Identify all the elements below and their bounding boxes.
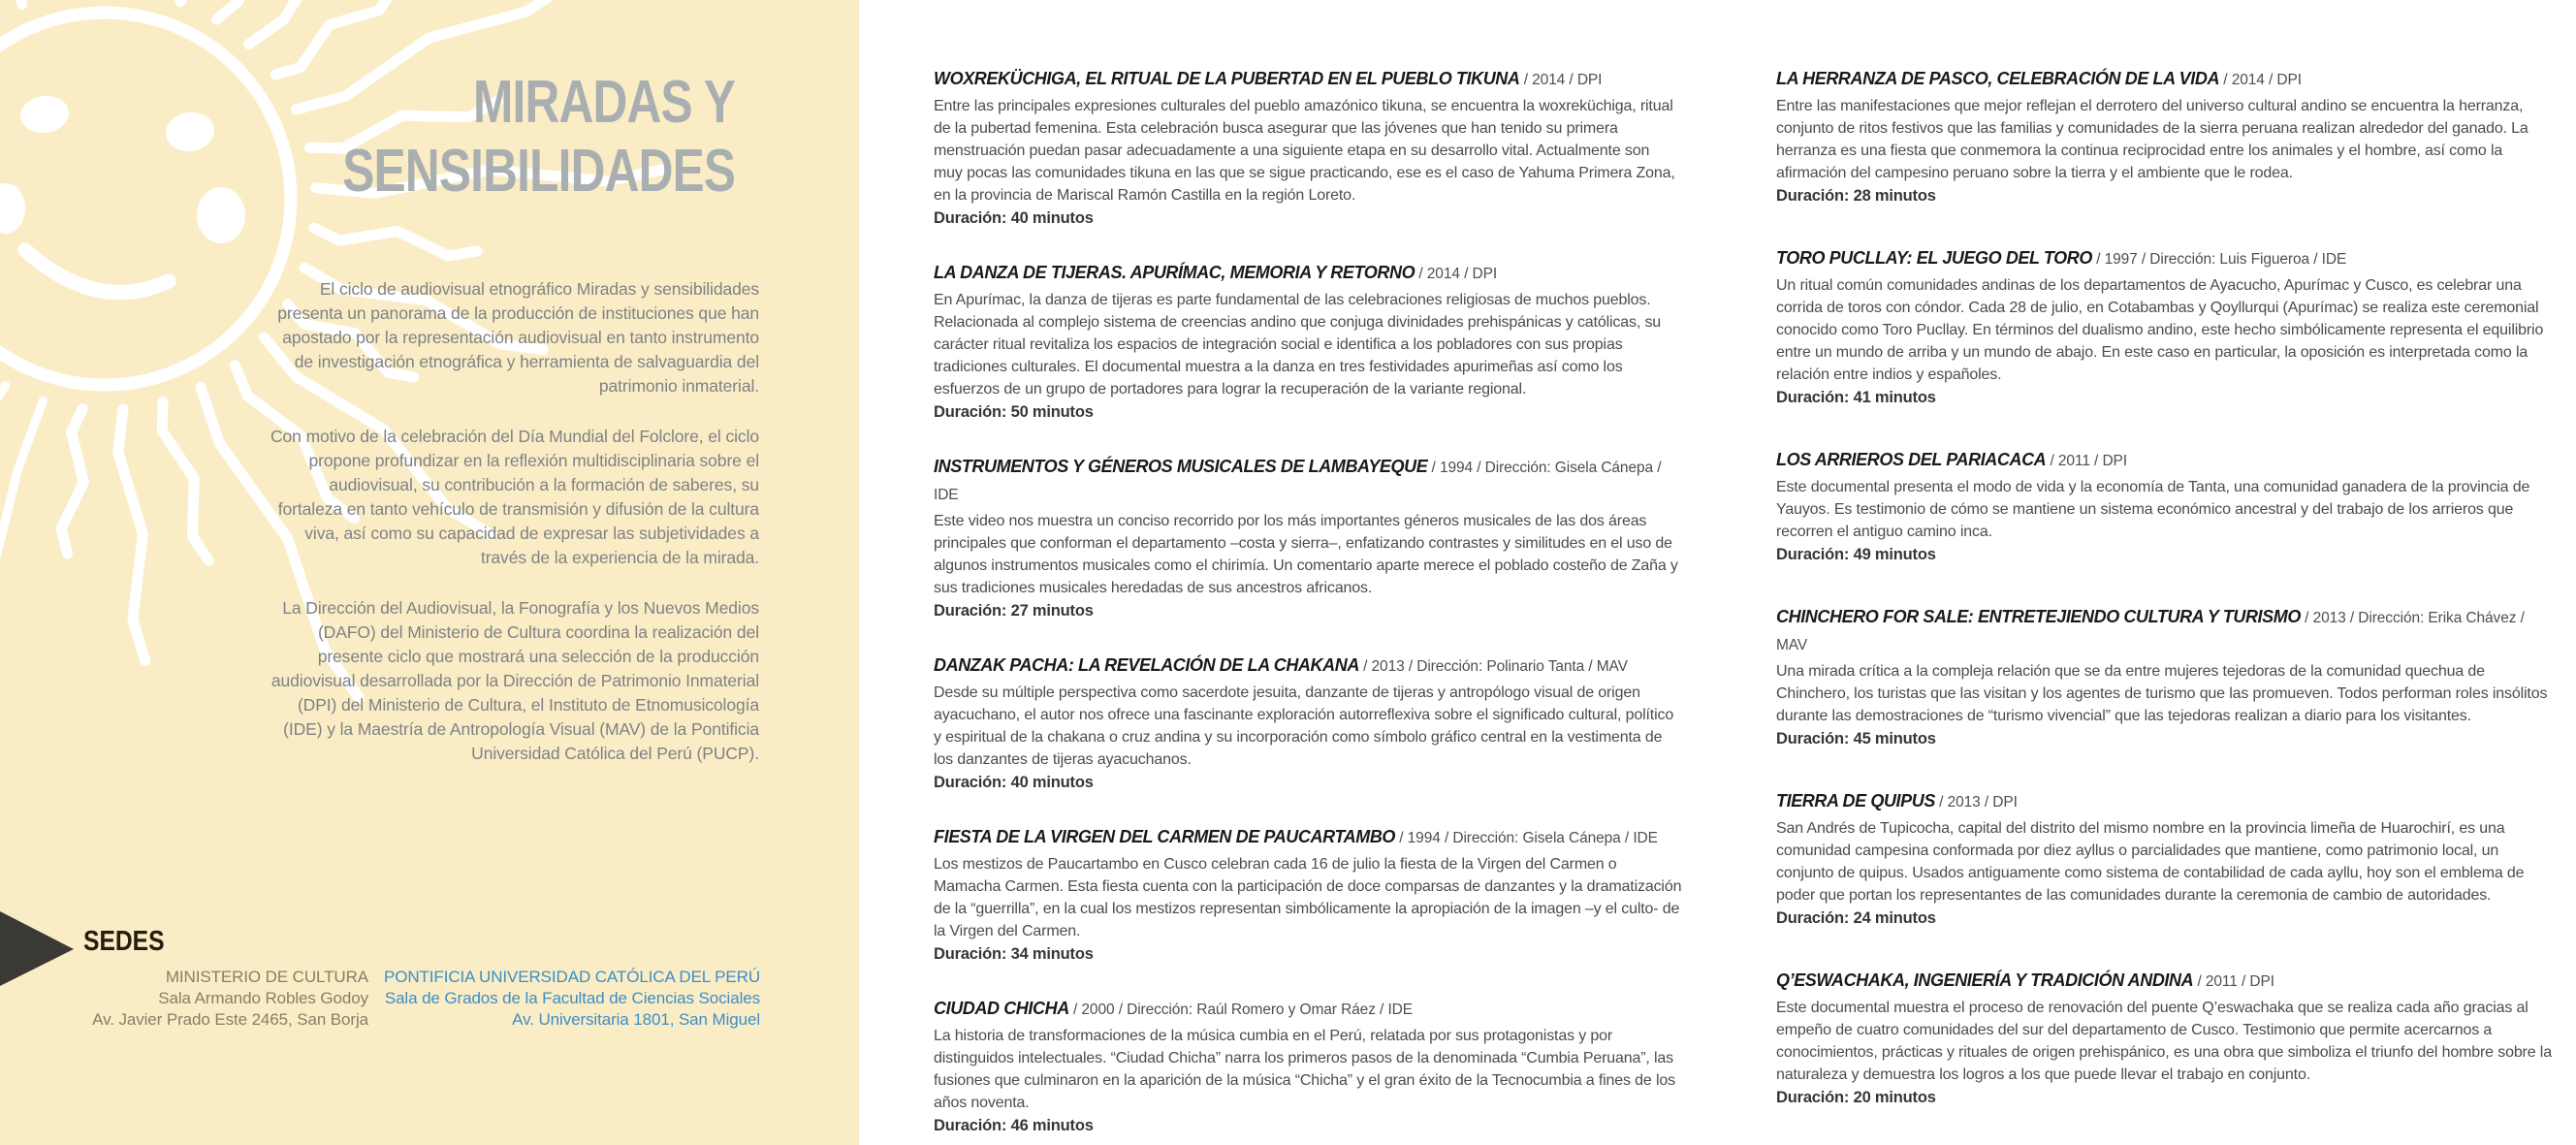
film-duration: Duración: 20 minutos <box>1776 1089 1936 1106</box>
page-title-line2: SENSIBILIDADES <box>342 138 735 205</box>
film-entry <box>934 260 1682 424</box>
venue-address: Av. Universitaria 1801, San Miguel <box>512 1010 760 1029</box>
film-title: LOS ARRIEROS DEL PARIACACA <box>1776 450 2047 469</box>
sedes-heading: SEDES <box>83 926 165 957</box>
film-duration: Duración: 34 minutos <box>934 945 1094 963</box>
film-synopsis: Una mirada crítica a la compleja relación que se da entre mujeres tejedoras de la comunidad quechua de Chinchero, los turistas que las visitan y los agentes de turismo que las promueven. Todos performan roles insólitos durante las demostraciones de “turismo vivencial” que las tejedoras realizan a diario para los visitantes. <box>1776 663 2548 724</box>
film-synopsis: San Andrés de Tupicocha, capital del distrito del mismo nombre en la provincia limeña de Huarochirí, es una comunidad campesina conformada por diez ayllus o parcialidades que mantiene, como patrimonio local, un conjunto de quipus. Usados antiguamente como sistema de contabilidad de cada ayllu, hoy son el emblema de poder que portan los representantes de las comunidades durante la ceremonia de cambio de autoridades. <box>1776 820 2525 904</box>
film-synopsis: Entre las principales expresiones culturales del pueblo amazónico tikuna, se encuentra la woxreküchiga, ritual de la pubertad femenina. Esta celebración busca asegurar que las jóvenes que han tenido su primera menstruación puedan pasar adecuadamente a una siguiente etapa en su desarrollo vital. Actualmente son muy pocas las comunidades tikuna en las que se sigue practicando, ese es el caso de Yahuma Primera Zona, en la provincia de Mariscal Ramón Castilla en la región Loreto. <box>934 98 1675 204</box>
cover-panel <box>0 0 859 1145</box>
film-entry <box>934 996 1682 1137</box>
film-title: Q’ESWACHAKA, INGENIERÍA Y TRADICIÓN ANDINA <box>1776 970 2194 990</box>
venue-pucp <box>384 967 760 1031</box>
film-duration: Duración: 46 minutos <box>934 1117 1094 1134</box>
arrow-right-icon <box>0 911 74 986</box>
film-duration: Duración: 24 minutos <box>1776 909 1936 927</box>
venue-room: Sala de Grados de la Facultad de Ciencias Sociales <box>384 989 760 1007</box>
film-meta: / 2013 / DPI <box>1934 794 2018 811</box>
venue-name: PONTIFICIA UNIVERSIDAD CATÓLICA DEL PERÚ <box>383 968 760 986</box>
film-synopsis: En Apurímac, la danza de tijeras es parte fundamental de las celebraciones religiosas de muchos pueblos. Relacionada al complejo sistema de creencias andino que conjuga divinidades prehispánicas y católicas, su carácter ritual revitaliza los espacios de integración social e identifica a los pobladores con sus propias tradiciones culturales. El documental muestra a la danza en tres festividades apurimeñas así como los esfuerzos de un grupo de portadores para lograr la recuperación de la variante regional. <box>934 292 1662 398</box>
film-synopsis: Este documental presenta el modo de vida y la economía de Tanta, una comunidad ganadera de la provincia de Yauyos. Es testimonio de cómo se mantiene un sistema económico ancestral y del trabajo de los arrieros que recorren el antiguo camino inca. <box>1776 479 2530 540</box>
film-meta: / 2011 / DPI <box>2046 453 2128 469</box>
venue-address: Av. Javier Prado Este 2465, San Borja <box>92 1010 368 1029</box>
film-duration: Duración: 49 minutos <box>1776 546 1936 563</box>
film-entry <box>1776 245 2558 409</box>
film-entry <box>1776 788 2558 930</box>
film-title-line <box>934 454 1682 508</box>
film-entry <box>934 824 1682 966</box>
film-duration: Duración: 45 minutos <box>1776 730 1936 747</box>
film-column-left <box>934 66 1682 1145</box>
film-title: CIUDAD CHICHA <box>934 999 1069 1018</box>
film-synopsis: Los mestizos de Paucartambo en Cusco celebran cada 16 de julio la fiesta de la Virgen del Carmen o Mamacha Carmen. Esta fiesta cuenta con la participación de doce comparsas de danzantes y la dramatización de la “guerrilla”, en la cual los mestizos representan simbólicamente la apropiación de la imagen –y el culto- de la Virgen del Carmen. <box>934 856 1682 939</box>
film-title: TORO PUCLLAY: EL JUEGO DEL TORO <box>1776 248 2092 268</box>
film-entry <box>1776 968 2558 1109</box>
film-title-line <box>1776 604 2558 658</box>
film-title-line <box>934 996 1682 1023</box>
venue-room: Sala Armando Robles Godoy <box>158 989 368 1007</box>
film-entry <box>934 652 1682 794</box>
film-synopsis: La historia de transformaciones de la música cumbia en el Perú, relatada por sus protagonistas y por distinguidos intelectuales. “Ciudad Chicha” narra los primeros pasos de la denominada “Cumbia Peruana”, las fusiones que culminaron en la aparición de la música “Chicha” y el gran éxito de la Tecnocumbia a fines de los años noventa. <box>934 1028 1675 1111</box>
film-entry <box>934 66 1682 230</box>
venue-ministerio-cultura <box>92 967 368 1031</box>
page-title <box>342 68 735 206</box>
film-duration: Duración: 50 minutos <box>934 403 1094 421</box>
film-meta: / 2013 / Dirección: Polinario Tanta / MAV <box>1358 658 1628 675</box>
film-entry <box>1776 604 2558 750</box>
film-meta: / 2011 / DPI <box>2193 973 2274 990</box>
film-column-right <box>1776 66 2558 1145</box>
intro-paragraph: El ciclo de audiovisual etnográfico Miradas y sensibilidades presenta un panorama de la producción de instituciones que han apostado por la representación audiovisual en tanto instrumento de investigación etnográfica y herramienta de salvaguardia del patrimonio inmaterial. <box>277 279 759 396</box>
film-title: DANZAK PACHA: LA REVELACIÓN DE LA CHAKANA <box>934 655 1359 675</box>
intro-paragraph: Con motivo de la celebración del Día Mundial del Folclore, el ciclo propone profundizar en la reflexión multidisciplinaria sobre el audiovisual, su contribución a la formación de saberes, su fortaleza en tanto vehículo de transmisión y difusión de la cultura viva, así como su capacidad de expresar las subjetividades a través de la experiencia de la mirada. <box>270 427 759 567</box>
venue-name: MINISTERIO DE CULTURA <box>165 968 368 986</box>
film-meta: / 2014 / DPI <box>1519 72 1603 88</box>
film-title-line <box>1776 788 2558 815</box>
film-synopsis: Desde su múltiple perspectiva como sacerdote jesuita, danzante de tijeras y antropólogo visual de origen ayacuchano, el autor nos ofrece una fascinante exploración autorreflexiva sobre el significado cultural, político y espiritual de la chakana o cruz andina y su incorporación como símbolo gráfico central en la vestimenta de los danzantes de tijeras ayacuchanos. <box>934 684 1674 768</box>
film-title: INSTRUMENTOS Y GÉNEROS MUSICALES DE LAMBAYEQUE <box>934 457 1428 476</box>
film-title: CHINCHERO FOR SALE: ENTRETEJIENDO CULTURA Y TURISMO <box>1776 607 2301 626</box>
film-title-line <box>934 260 1682 287</box>
film-synopsis: Entre las manifestaciones que mejor reflejan el derrotero del universo cultural andino se encuentra la herranza, conjunto de ritos festivos que las familias y comunidades de la sierra peruana realizan alrededor del ganado. La herranza es una fiesta que conmemora la continua reciprocidad entre los animales y el hombre, así como la afirmación del campesino peruano sobre la tierra y el ambiente que le rodea. <box>1776 98 2528 181</box>
film-entry <box>1776 66 2558 207</box>
film-duration: Duración: 28 minutos <box>1776 187 1936 205</box>
film-synopsis: Este video nos muestra un conciso recorrido por los más importantes géneros musicales de las dos áreas principales que conforman el departamento –costa y sierra–, enfatizando contrastes y similitudes en el uso de algunos instrumentos musicales como el chirimía. Un comentario aparte merece el poblado costeño de Zaña y sus tradiciones musicales heredadas de sus ancestros africanos. <box>934 513 1678 596</box>
film-meta: / 1994 / Dirección: Gisela Cánepa / IDE <box>934 460 1662 503</box>
film-title-line <box>1776 447 2558 474</box>
film-meta: / 2014 / DPI <box>1415 266 1498 282</box>
film-duration: Duración: 27 minutos <box>934 602 1094 620</box>
film-title: LA DANZA DE TIJERAS. APURÍMAC, MEMORIA Y RETORNO <box>934 263 1415 282</box>
film-title: FIESTA DE LA VIRGEN DEL CARMEN DE PAUCARTAMBO <box>934 827 1396 846</box>
film-title: TIERRA DE QUIPUS <box>1776 791 1935 811</box>
intro-text <box>270 277 759 792</box>
film-synopsis: Este documental muestra el proceso de renovación del puente Q’eswachaka que se realiza cada año gracias al empeño de cuatro comunidades del sur del departamento de Cusco. Testimonio que permite acercarnos a conocimientos, prácticas y rituales de origen prehispánico, es una obra que simboliza el triunfo del hombre sobre la naturaleza y demuestra los logros a los que puede llevar el trabajo en conjunto. <box>1776 1000 2552 1083</box>
film-title-line <box>1776 968 2558 995</box>
page-title-line1: MIRADAS Y <box>472 69 735 136</box>
film-meta: / 1994 / Dirección: Gisela Cánepa / IDE <box>1395 830 1658 846</box>
film-title-line <box>934 66 1682 93</box>
film-meta: / 2000 / Dirección: Raúl Romero y Omar Ráez / IDE <box>1068 1002 1414 1018</box>
film-entry <box>1776 447 2558 566</box>
film-entry <box>934 454 1682 622</box>
film-title: LA HERRANZA DE PASCO, CELEBRACIÓN DE LA VIDA <box>1776 69 2220 88</box>
film-title-line <box>934 652 1682 680</box>
film-meta: / 2014 / DPI <box>2219 72 2302 88</box>
film-title-line <box>1776 245 2558 272</box>
film-title: WOXREKÜCHIGA, EL RITUAL DE LA PUBERTAD EN EL PUEBLO TIKUNA <box>934 69 1520 88</box>
film-duration: Duración: 40 minutos <box>934 209 1094 227</box>
film-title-line <box>934 824 1682 851</box>
film-synopsis: Un ritual común comunidades andinas de los departamentos de Ayacucho, Apurímac y Cusco, es celebrar una corrida de toros con cóndor. Cada 28 de julio, en Cotabambas y Qoyllurqui (Apurímac) se realiza este ceremonial conocido como Toro Pucllay. En términos del dualismo andino, este hecho simbólicamente representa el equilibrio entre un mundo de arriba y un mundo de abajo. En este caso en particular, la oposición es interpretada como la relación entre indios y españoles. <box>1776 277 2544 383</box>
film-duration: Duración: 40 minutos <box>934 774 1094 791</box>
film-meta: / 2013 / Dirección: Erika Chávez / MAV <box>1776 610 2525 653</box>
film-duration: Duración: 41 minutos <box>1776 389 1936 406</box>
intro-paragraph: La Dirección del Audiovisual, la Fonografía y los Nuevos Medios (DAFO) del Ministerio de Cultura coordina la realización del presente ciclo que mostrará una selección de la producción audiovisual desarrollada por la Dirección de Patrimonio Inmaterial (DPI) del Ministerio de Cultura, el Instituto de Etnomusicología (IDE) y la Maestría de Antropología Visual (MAV) de la Pontificia Universidad Católica del Perú (PUCP). <box>270 598 759 763</box>
film-meta: / 1997 / Dirección: Luis Figueroa / IDE <box>2091 251 2347 268</box>
film-title-line <box>1776 66 2558 93</box>
